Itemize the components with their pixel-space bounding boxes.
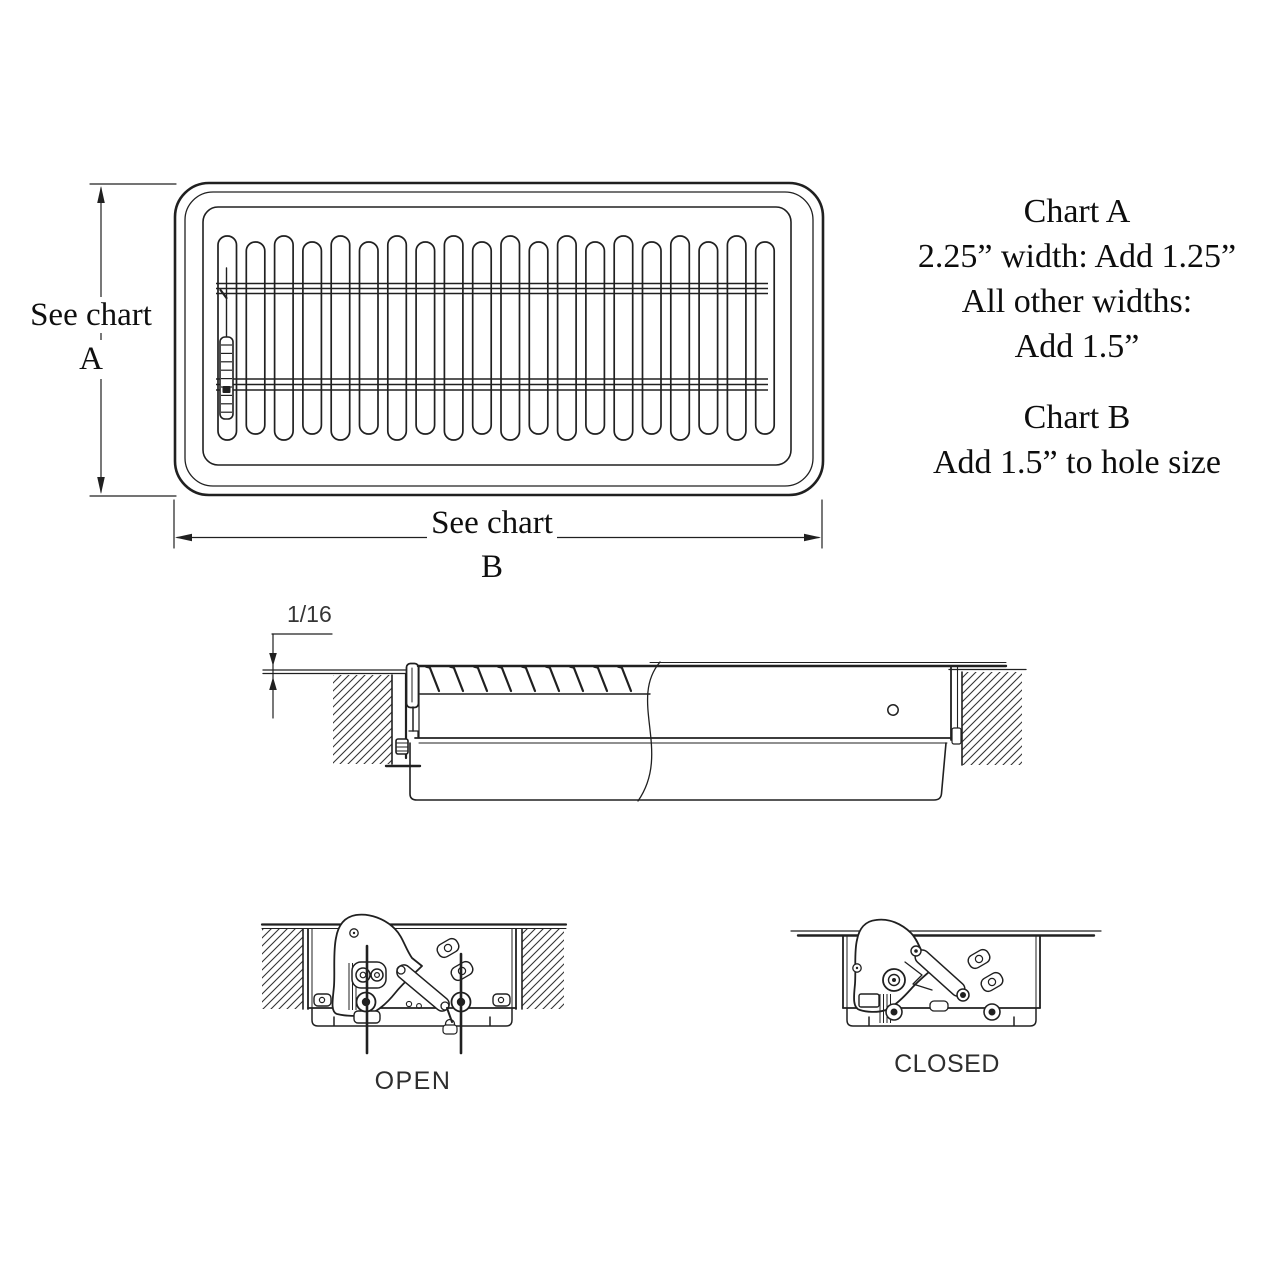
louver-tick — [622, 668, 631, 691]
louver-tick-hook — [594, 667, 598, 668]
closed-upper-tab-2 — [979, 970, 1005, 993]
grille-slots — [218, 236, 774, 440]
dimension-a-label — [10, 296, 172, 379]
louver-tick-hook — [426, 667, 430, 668]
louver-tick — [550, 668, 559, 691]
grille-slot — [416, 242, 435, 434]
grille-slot — [699, 242, 718, 434]
open-view — [262, 915, 566, 1053]
open-link-foot — [443, 1025, 457, 1034]
flange-dim-arrow-up — [269, 677, 277, 690]
open-link-rod — [394, 962, 452, 1014]
flange-dim-arrow-down — [269, 653, 277, 666]
closed-view-label: CLOSED — [894, 1050, 1000, 1078]
closed-screw-center — [856, 967, 858, 969]
lever-grip-mark — [223, 386, 231, 393]
grille-slot — [614, 236, 633, 440]
chart-a-line-3: Add 1.5” — [1014, 328, 1140, 365]
chart-b-note — [888, 395, 1266, 485]
break-line — [638, 662, 660, 801]
louver-tick-hook — [522, 667, 526, 668]
flange-gap-dimension: 1/16 — [287, 601, 332, 627]
closed-upper-tab-1 — [966, 947, 992, 970]
louver-tick-hook — [474, 667, 478, 668]
grille-slot — [727, 236, 746, 440]
louver-tick — [454, 668, 463, 691]
louver-tick — [526, 668, 535, 691]
floor-hatch-right — [962, 672, 1022, 765]
louver-tick-hook — [618, 667, 622, 668]
louver-tick-hook — [450, 667, 454, 668]
grille-slot — [671, 236, 690, 440]
louver-tick — [430, 668, 439, 691]
open-view-label: OPEN — [374, 1067, 452, 1095]
dim-a-arrow-up — [97, 186, 105, 203]
chart-b-title: Chart B — [1023, 399, 1131, 436]
side-screw-hole — [888, 705, 898, 715]
louver-tick-hook — [498, 667, 502, 668]
louver-tick — [598, 668, 607, 691]
register-outer-frame — [175, 183, 823, 495]
chart-a-line-1: 2.25” width: Add 1.25” — [917, 238, 1237, 275]
louver-tick-hook — [546, 667, 550, 668]
grille-slot — [444, 236, 463, 440]
louver-tick — [478, 668, 487, 691]
dimension-b-label-text: See chart — [427, 505, 557, 541]
grille-slot — [331, 236, 350, 440]
dimension-b-label — [402, 504, 582, 587]
open-floor-hatch-left — [262, 929, 303, 1009]
grille-slot — [529, 242, 548, 434]
closed-main-pivot-pin — [892, 978, 896, 982]
dim-b-arrow-right — [804, 534, 821, 542]
grille-slot — [643, 242, 662, 434]
dimension-b-label-letter: B — [473, 548, 511, 587]
closed-link-end-top-pin — [914, 949, 918, 953]
dim-b-arrow-left — [175, 534, 192, 542]
open-left-tab — [314, 994, 331, 1006]
grille-slot — [501, 236, 520, 440]
chart-a-title: Chart A — [1023, 193, 1131, 230]
floor-hatch-left — [333, 675, 392, 764]
chart-a-note — [888, 189, 1266, 369]
chart-b-line-1: Add 1.5” to hole size — [933, 444, 1221, 481]
closed-view — [791, 920, 1101, 1026]
duct-box — [410, 743, 946, 800]
open-rail-screw-1 — [406, 1001, 411, 1006]
closed-blade-pivot-right-pin — [989, 1009, 996, 1016]
grille-slot — [756, 242, 775, 434]
grille-slot — [303, 242, 322, 434]
grille-slot — [558, 236, 577, 440]
dim-a-arrow-down — [97, 477, 105, 494]
closed-center-tab — [930, 1001, 948, 1011]
grille-slot — [586, 242, 605, 434]
closed-left-bracket — [859, 994, 879, 1007]
louver-ticks — [426, 667, 631, 691]
open-upper-tab-1 — [435, 936, 461, 959]
side-view-register — [263, 634, 1026, 801]
grille-slot — [360, 242, 379, 434]
grille-slot — [246, 242, 264, 434]
closed-link-end-bottom-pin — [960, 992, 966, 998]
louver-tick-hook — [570, 667, 574, 668]
open-right-tab — [493, 994, 510, 1006]
grille-slot — [473, 242, 492, 434]
grille-slot — [388, 236, 407, 440]
open-screw-center — [353, 932, 355, 934]
open-floor-hatch-right — [522, 929, 564, 1009]
top-view-register — [175, 183, 823, 495]
end-cap-foot — [409, 731, 418, 737]
louver-tick — [574, 668, 583, 691]
dimension-a-label-text: See chart — [26, 297, 156, 333]
louver-tick — [502, 668, 511, 691]
grille-slot — [275, 236, 294, 440]
right-tab — [952, 728, 961, 744]
chart-a-line-2: All other widths: — [961, 283, 1193, 320]
dimension-a-label-letter: A — [71, 340, 111, 379]
closed-blade-pivot-left-pin — [891, 1009, 898, 1016]
open-pivot-housing — [352, 962, 386, 988]
